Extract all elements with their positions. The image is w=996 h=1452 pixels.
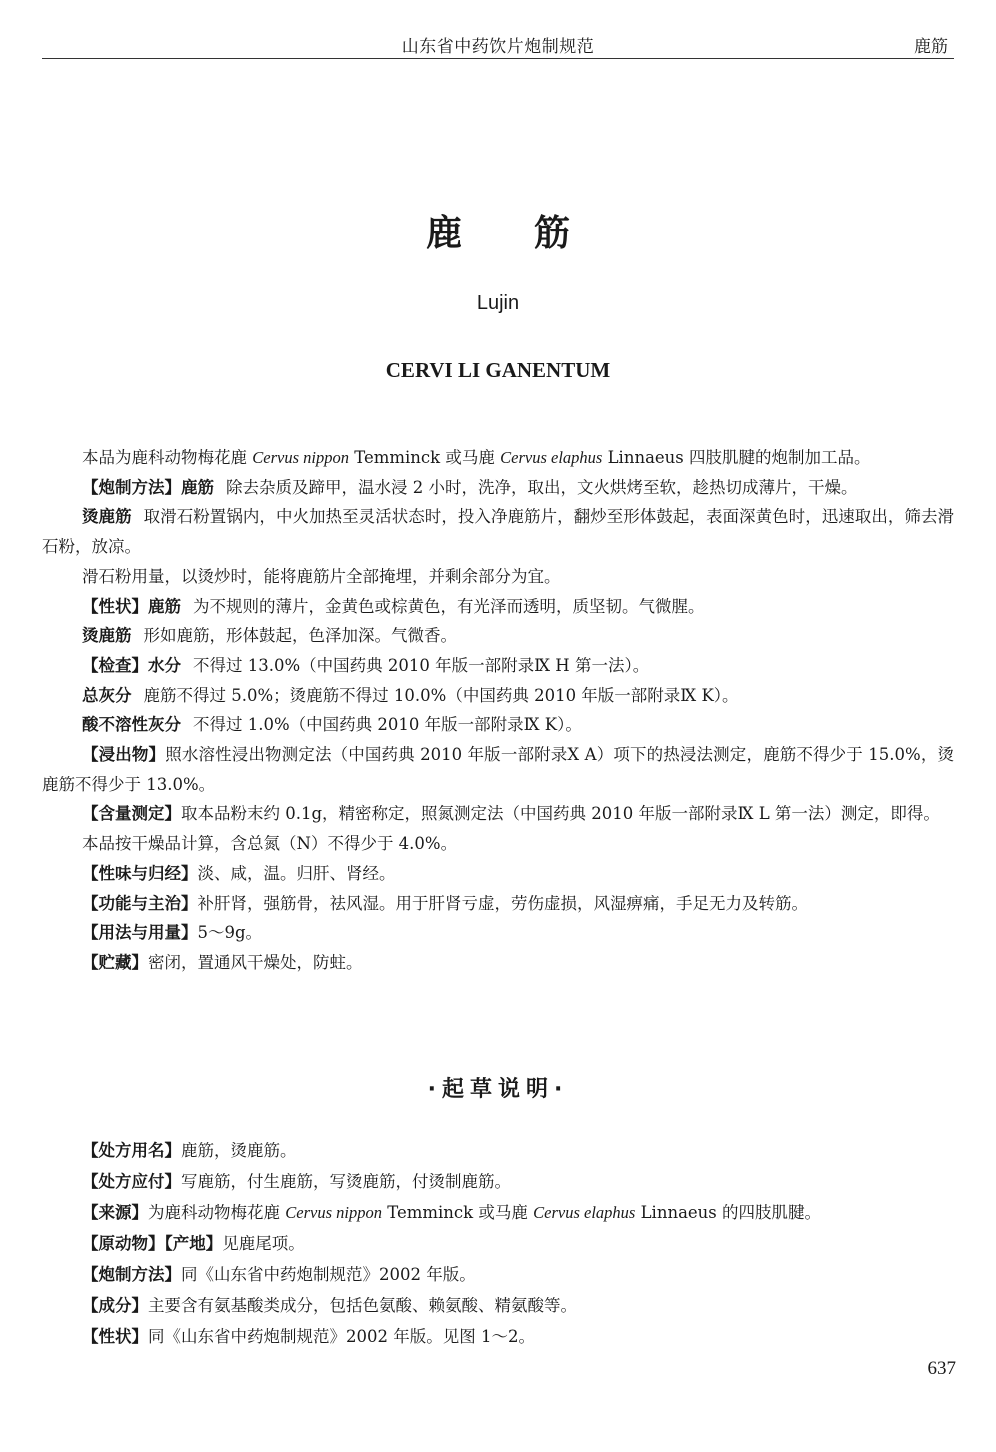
processing-note: 滑石粉用量，以烫炒时，能将鹿筋片全部掩埋，并剩余部分为宜。	[82, 566, 561, 586]
storage-paragraph: 【贮藏】密闭，置通风干燥处，防蛀。	[82, 952, 363, 972]
processing-tang-paragraph: 烫鹿筋 取滑石粉置锅内，中火加热至灵活状态时，投入净鹿筋片，翻炒至形体鼓起，表面深黄色时，迅速取出，筛去滑石粉，放凉。	[42, 507, 955, 557]
section-heading: 【原动物】【产地】	[82, 1234, 223, 1253]
subheading: 烫鹿筋	[82, 626, 132, 646]
processing-paragraph: 【炮制方法】鹿筋 除去杂质及蹄甲，温水浸 2 小时，洗净，取出，文火烘烤至软，趁热切成薄片，干燥。	[82, 477, 858, 497]
section-heading: 【炮制方法】	[82, 477, 181, 497]
properties-paragraph: 【性状】鹿筋 为不规则的薄片，金黄色或棕黄色，有光泽而透明，质坚韧。气微腥。	[82, 596, 705, 616]
subheading: 总灰分	[82, 685, 132, 705]
usage-paragraph: 【用法与用量】5～9g。	[82, 923, 263, 943]
nature-paragraph: 【性味与归经】淡、咸，温。归肝、肾经。	[82, 863, 396, 883]
header-book-title: 山东省中药饮片炮制规范	[401, 37, 595, 57]
subheading: 鹿筋	[148, 596, 181, 616]
section-heading: 【浸出物】	[82, 745, 166, 765]
drafting-item: 【性状】同《山东省中药炮制规范》2002 年版。见图 1～2。	[82, 1327, 535, 1346]
section-heading: 【检查】	[82, 655, 148, 675]
drafting-source-item: 【来源】为鹿科动物梅花鹿 Cervus nippon Temminck 或马鹿 Cervus elaphus Linnaeus 的四肢肌腱。	[82, 1203, 822, 1222]
page-number: 637	[927, 1358, 956, 1379]
properties-tang-paragraph: 烫鹿筋 形如鹿筋，形体鼓起，色泽加深。气微香。	[82, 626, 457, 646]
subheading: 烫鹿筋	[82, 507, 132, 527]
section-heading: 【性味与归经】	[82, 863, 198, 883]
entry-title-pinyin: Lujin	[476, 292, 520, 314]
section-heading: 【含量测定】	[82, 804, 181, 824]
assay-note: 本品按干燥品计算，含总氮（N）不得少于 4.0%。	[82, 834, 458, 854]
section-heading: 【炮制方法】	[82, 1265, 181, 1284]
header-entry-name: 鹿筋	[914, 37, 948, 57]
extract-paragraph: 【浸出物】照水溶性浸出物测定法（中国药典 2010 年版一部附录Ⅹ A）项下的热浸法测定，鹿筋不得少于 15.0%，烫鹿筋不得少于 13.0%。	[42, 745, 954, 794]
intro-paragraph: 本品为鹿科动物梅花鹿 Cervus nippon Temminck 或马鹿 Cervus elaphus Linnaeus 四肢肌腱的炮制加工品。	[82, 448, 871, 467]
check-water-paragraph: 【检查】水分 不得过 13.0%（中国药典 2010 年版一部附录Ⅸ H 第一法）。	[82, 655, 650, 675]
running-header	[42, 30, 954, 59]
section-heading: 【来源】	[82, 1203, 148, 1222]
section-heading: 【用法与用量】	[82, 923, 198, 943]
subheading: 水分	[148, 655, 181, 675]
drafting-notes-title: ·起草说明·	[427, 1077, 569, 1102]
check-acid-paragraph: 酸不溶性灰分 不得过 1.0%（中国药典 2010 年版一部附录Ⅸ K）。	[82, 715, 582, 735]
function-paragraph: 【功能与主治】补肝肾，强筋骨，祛风湿。用于肝肾亏虚，劳伤虚损，风湿痹痛，手足无力及转筋。	[82, 893, 808, 913]
section-heading: 【性状】	[82, 1327, 148, 1346]
check-ash-paragraph: 总灰分 鹿筋不得过 5.0%；烫鹿筋不得过 10.0%（中国药典 2010 年版一部附录Ⅸ K）。	[82, 685, 739, 705]
section-heading: 【处方用名】	[82, 1141, 181, 1160]
drafting-item: 【原动物】【产地】见鹿尾项。	[82, 1234, 305, 1253]
assay-paragraph: 【含量测定】取本品粉末约 0.1g，精密称定，照氮测定法（中国药典 2010 年版一部附录Ⅸ L 第一法）测定，即得。	[82, 804, 940, 824]
drafting-notes-body	[42, 1135, 954, 1352]
section-heading: 【性状】	[82, 596, 148, 616]
drafting-item: 【处方应付】写鹿筋，付生鹿筋，写烫鹿筋，付烫制鹿筋。	[82, 1172, 511, 1191]
entry-title-chinese: 鹿筋	[425, 213, 642, 254]
drafting-item: 【炮制方法】同《山东省中药炮制规范》2002 年版。	[82, 1265, 476, 1284]
section-heading: 【贮藏】	[82, 952, 148, 972]
drafting-item: 【成分】主要含有氨基酸类成分，包括色氨酸、赖氨酸、精氨酸等。	[82, 1296, 577, 1315]
monograph-body	[42, 443, 954, 978]
section-heading: 【成分】	[82, 1296, 148, 1315]
section-heading: 【功能与主治】	[82, 893, 198, 913]
entry-title-latin: CERVI LI GANENTUM	[385, 358, 611, 382]
drafting-item: 【处方用名】鹿筋，烫鹿筋。	[82, 1141, 297, 1160]
section-heading: 【处方应付】	[82, 1172, 181, 1191]
subheading: 鹿筋	[181, 477, 214, 497]
subheading: 酸不溶性灰分	[82, 715, 181, 735]
